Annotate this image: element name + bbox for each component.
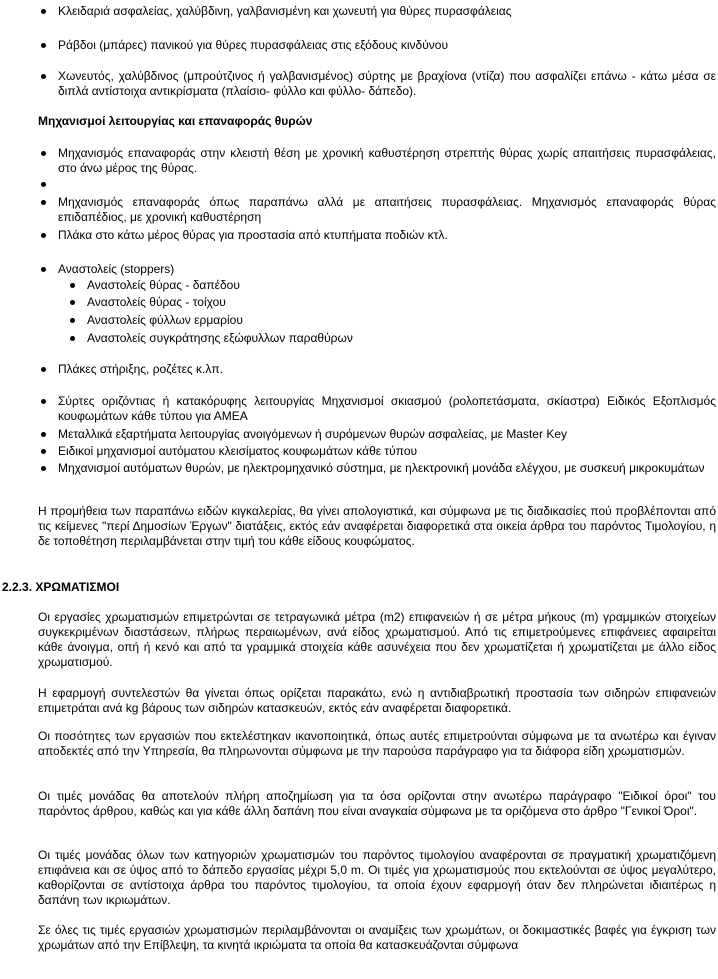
- supply-paragraph: Η προμήθεια των παραπάνω ειδών κιγκαλερίας, θα γίνει απολογιστικά, και σύμφωνα με τις διαδικασίες πού προβλέπονται από τις κείμενες "περί Δημοσίων Έργων" διατάξεις, εκτός εάν αναφέρεται διαφορετικά στα οικεία άρθρα του παρόντος Τιμολογίου, η δε τοποθέτηση περιλαμβάνεται στην τιμή του κάθε είδους κουφώματος.: [38, 504, 716, 548]
- list-item-text: Μεταλλικά εξαρτήματα λειτουργίας ανοιγόμενων ή συρόμενων θυρών ασφαλείας, με Master Key: [58, 427, 567, 441]
- list-item-text: Κλειδαριά ασφαλείας, χαλύβδινη, γαλβανισμένη και χωνευτή για θύρες πυρασφάλειας: [58, 4, 512, 18]
- paragraph: Οι ποσότητες των εργασιών που εκτελέστηκαν ικανοποιητικά, όπως αυτές επιμετρούνται σύμφωνα με τα ανωτέρω και έγιναν αποδεκτές από την Υπηρεσία, θα πληρωνονται σύμφωνα με την παρούσα παράγραφο για τα διάφορα είδη χρωματισμών.: [38, 729, 716, 758]
- bullet-icon: [41, 74, 46, 79]
- bullet-icon: [41, 466, 46, 471]
- list-item-text: Σύρτες οριζόντιας ή κατακόρυφης λειτουργίας Μηχανισμοί σκιασμού (ρολοπετάσματα, σκίαστρα) Ειδικός Εξοπλισμός κουφωμάτων κάθε τύπου για ΑΜΕΑ: [58, 394, 716, 423]
- bullet-icon: [41, 267, 46, 272]
- paragraph: Σε όλες τις τιμές εργασιών χρωματισμών περιλαμβάνονται οι αναμίξεις των χρωμάτων, οι δοκιμαστικές βαφές για έγκριση των χρωμάτων από την Επίβλεψη, τα κινητά ικριώματα τα οποία θα κατασκευάζονται σύμφωνα: [38, 923, 716, 952]
- list-item-text: Χωνευτός, χαλύβδινος (μπρούτζινος ή γαλβανισμένος) σύρτης με βραχίονα (ντίζα) που ασφαλίζει επάνω - κάτω μέσα σε διπλά αντίστοιχα αντικρίσματα (πλαίσιο- φύλλο και φύλλο- δάπεδο).: [58, 69, 716, 98]
- section-title: 2.2.3. ΧΡΩΜΑΤΙΣΜΟΙ: [2, 580, 120, 594]
- sub-list-item-text: Αναστολείς φύλλων ερμαρίου: [87, 313, 243, 327]
- bullet-icon: [70, 336, 75, 341]
- bullet-icon: [41, 449, 46, 454]
- list-item-text: Ειδικοί μηχανισμοί αυτόματου κλεισίματος κουφωμάτων κάθε τύπου: [58, 444, 418, 458]
- paragraph: Οι τιμές μονάδας όλων των κατηγοριών χρωματισμών του παρόντος τιμολογίου αναφέρονται σε πραγματική χρωματιζόμενη επιφάνεια και σε ύψος από το δάπεδο εργασίας μέχρι 5,0 m. Οι τιμές για χρωματισμούς που εκτελούνται σε ύψος μεγαλύτερο, καθορίζονται σε αντίστοιχα άρθρα του παρόντος τιμολογίου, τα οποία έχουν εφαρμογή όταν δεν πληρώνεται ιδιαιτέρως η δαπάνη των ικριωμάτων.: [38, 848, 716, 907]
- list-item-text: Αναστολείς (stoppers): [58, 262, 175, 276]
- bullet-icon: [41, 182, 46, 187]
- bullet-icon: [70, 300, 75, 305]
- mechanisms-heading: Μηχανισμοί λειτουργίας και επαναφοράς θυρών: [38, 114, 313, 128]
- bullet-icon: [41, 432, 46, 437]
- bullet-icon: [41, 399, 46, 404]
- bullet-icon: [41, 233, 46, 238]
- list-item-text: Πλάκες στήριξης, ροζέτες κ.λπ.: [58, 362, 223, 376]
- sub-list-item-text: Αναστολείς θύρας - δαπέδου: [87, 278, 240, 292]
- list-item-text: Μηχανισμός επαναφοράς στην κλειστή θέση με χρονική καθυστέρηση στρεπτής θύρας χωρίς απαιτήσεις πυρασφάλειας, στο άνω μέρος της θύρας.: [58, 146, 716, 175]
- bullet-icon: [41, 9, 46, 14]
- paragraph: Οι τιμές μονάδας θα αποτελούν πλήρη αποζημίωση για τα όσα ορίζονται στην ανωτέρω παράγραφο "Ειδικοί όροι" του παρόντος άρθρου, καθώς και για κάθε άλλη δαπάνη που είναι αναγκαία σύμφωνα με τα οριζόμενα στο άρθρο "Γενικοί Όροι".: [38, 789, 716, 818]
- bullet-icon: [41, 43, 46, 48]
- bullet-icon: [41, 151, 46, 156]
- list-item-text: Μηχανισμοί αυτόματων θυρών, με ηλεκτρομηχανικό σύστημα, με ηλεκτρονική μονάδα ελέγχου, με συσκευή μικροκυμάτων: [58, 461, 705, 475]
- list-item-text: Μηχανισμός επαναφοράς όπως παραπάνω αλλά με απαιτήσεις πυρασφάλειας. Μηχανισμός επαναφοράς θύρας επιδαπέδιος, με χρονική καθυστέρηση: [58, 195, 716, 224]
- sub-list-item-text: Αναστολείς συγκράτησης εξώφυλλων παραθύρων: [87, 331, 353, 345]
- bullet-icon: [41, 367, 46, 372]
- bullet-icon: [70, 318, 75, 323]
- paragraph: Η εφαρμογή συντελεστών θα γίνεται όπως ορίζεται παρακάτω, ενώ η αντιδιαβρωτική προστασία των σιδηρών επιφανειών επιμετράται ανά kg βάρους των σιδηρών κατασκευών, εκτός εάν αναφέρεται διαφορετικά.: [38, 686, 716, 715]
- sub-list-item-text: Αναστολείς θύρας - τοίχου: [87, 295, 226, 309]
- list-item-text: Ράβδοι (μπάρες) πανικού για θύρες πυρασφάλειας στις εξόδους κινδύνου: [58, 38, 449, 52]
- list-item-text: Πλάκα στο κάτω μέρος θύρας για προστασία από κτυπήματα ποδιών κτλ.: [58, 228, 448, 242]
- bullet-icon: [41, 200, 46, 205]
- bullet-icon: [70, 283, 75, 288]
- paragraph: Οι εργασίες χρωματισμών επιμετρώνται σε τετραγωνικά μέτρα (m2) επιφανειών ή σε μέτρα μήκους (m) γραμμικών στοιχείων συγκεκριμένων διαστάσεων, πλήρως περαιωμένων, ανά είδος χρωματισμού. Από τις επιμετρούμενες επιφάνειες αφαιρείται κάθε άνοιγμα, οπή ή κενό και από τα γραμμικά στοιχεία κάθε ασυνέχεια που δεν χρωματίζεται ή χρωματίζεται με άλλο είδος χρωματισμού.: [38, 610, 716, 669]
